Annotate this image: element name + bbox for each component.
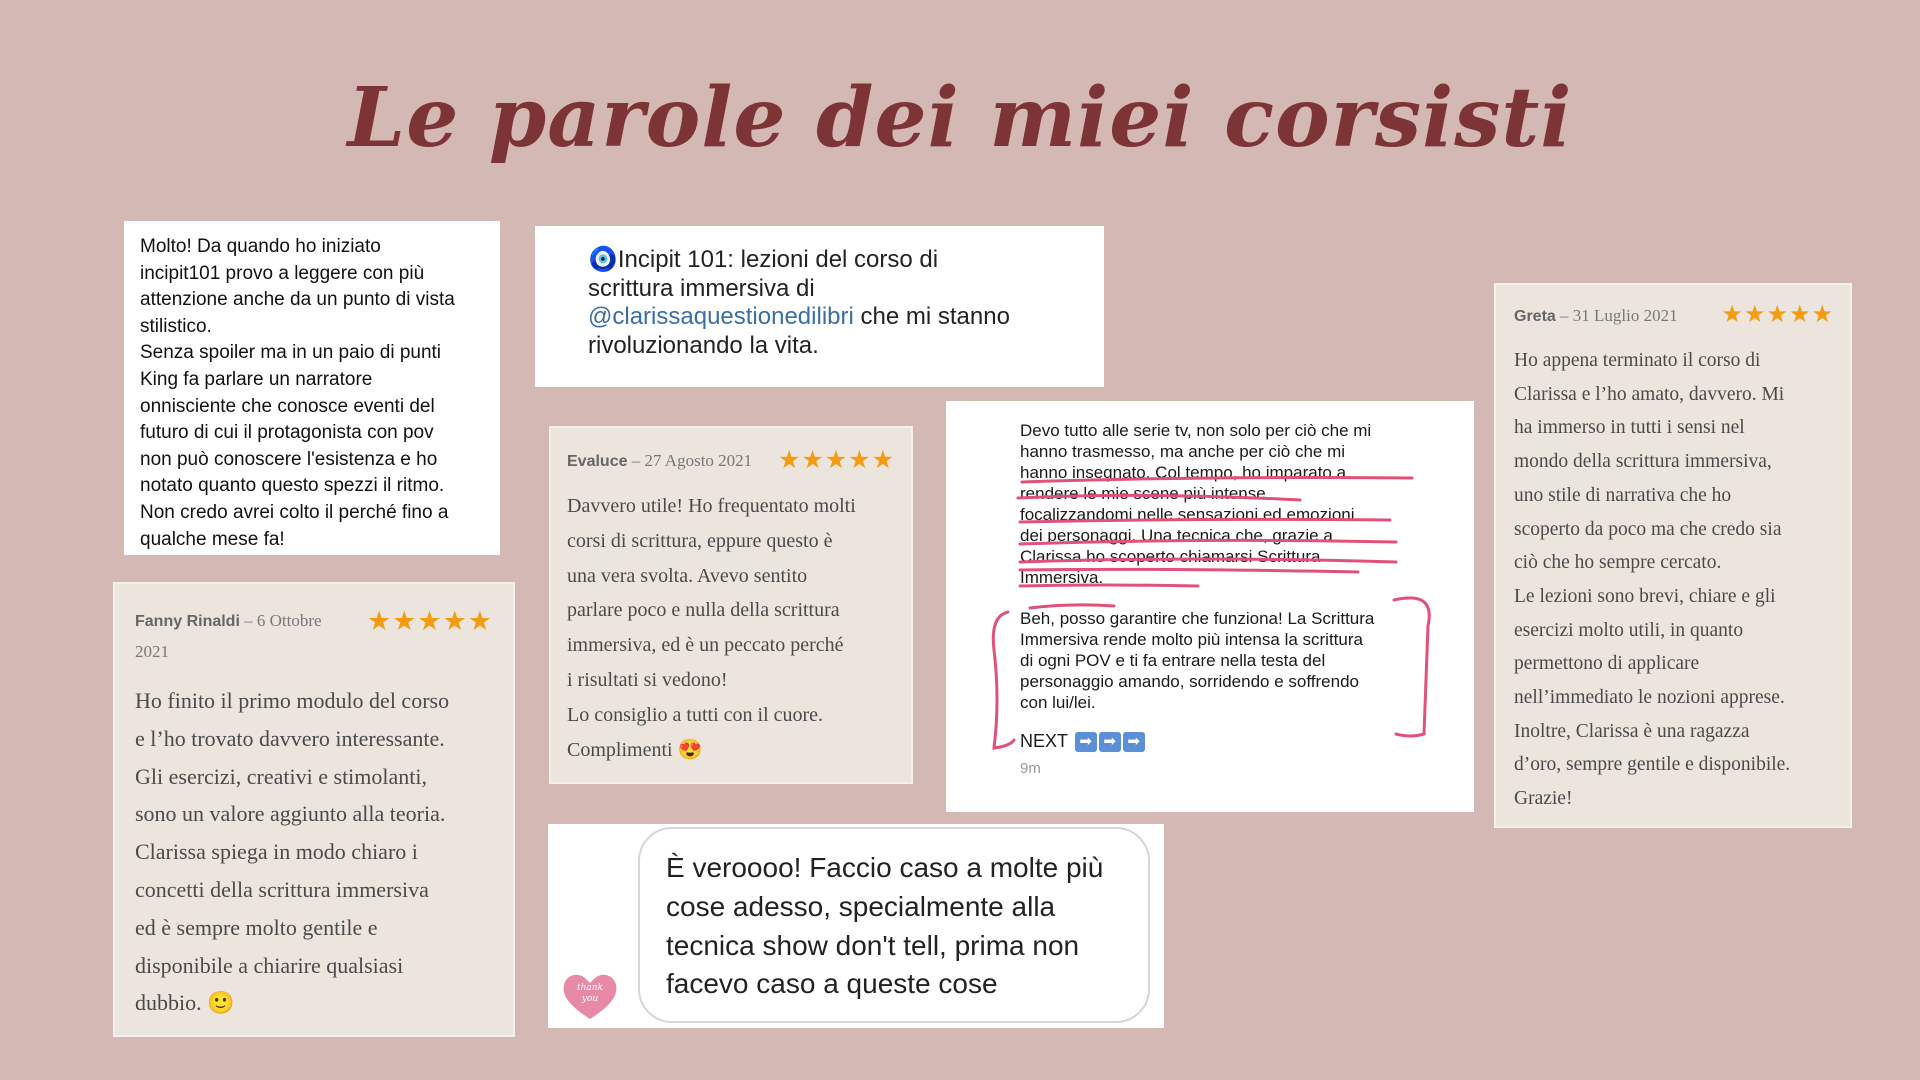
incipit-post-line-4: rivoluzionando la vita. [588,331,819,359]
next-row [1020,731,1474,752]
tv-series-comment-card [946,401,1474,812]
right-arrow-icon: ➡ [1123,732,1145,752]
review-date: – 6 Ottobre 2021 [135,611,322,661]
right-arrow-icon: ➡ [1099,732,1121,752]
review-header [135,606,493,668]
review-header [567,446,895,477]
thank-you-sticker [560,971,620,1021]
incipit-post-line-3-rest: che mi stanno [853,303,1010,330]
chat-message-card [548,824,1164,1028]
review-meta [567,446,752,477]
review-header [1514,301,1834,332]
comment-timestamp: 9m [1020,760,1041,778]
review-card-evaluce [549,426,913,784]
review-meta [1514,301,1678,332]
incipit-post-card [535,226,1104,387]
review-text: Ho appena terminato il corso di Clarissa e l’ho amato, davvero. Mi ha immerso in tutti i sensi nel mondo della scrittura immersiva, uno stile di narrativa che ho scoperto da poco ma che credo sia ciò che ho sempre cercato. Le lezioni sono brevi, chiare e gli esercizi molto utili, in quanto permettono di applicare nell’immediato le nozioni apprese. Inoltre, Clarissa è una ragazza d’oro, sempre gentile e disponibile. Grazie! [1514,350,1791,810]
review-text: Ho finito il primo modulo del corso e l’ho trovato davvero interessante. Gli esercizi, creativi e stimolanti, sono un valore aggiunto alla teoria. Clarissa spiega in modo chiaro i concetti della scrittura immersiva ed è sempre molto gentile e disponibile a chiarire qualsiasi dubbio. 🙂 [135,688,450,1016]
review-author: Fanny Rinaldi [135,613,240,630]
author-handle-link[interactable]: @clarissaquestionedilibri [588,303,854,330]
incipit-post-line-2: scrittura immersiva di [588,274,815,302]
review-date: – 27 Agosto 2021 [627,451,753,470]
next-label[interactable]: NEXT [1020,731,1068,751]
review-text: Davvero utile! Ho frequentato molti corsi di scrittura, eppure questo è una vera svolta. Avevo sentito parlare poco e nulla della scrittura immersiva, ed è un peccato perché i risultati si vedono! Lo consiglio a tutti con il cuore. Complimenti 😍 [567,495,856,761]
comment-paragraph-1: Devo tutto alle serie tv, non solo per ciò che mi hanno trasmesso, ma anche per ciò che mi hanno insegnato. Col tempo, ho imparato a rendere le mie scene più intense focalizzandomi nelle sensazioni ed emozioni dei personaggi. Una tecnica che, grazie a Clarissa ho scoperto chiamarsi Scrittura Immersiva. [1020,421,1372,587]
sticker-text: thank you [576,983,604,1004]
review-author: Greta [1514,308,1556,325]
star-rating: ★★★★★ [366,606,493,636]
review-card-greta [1494,283,1852,828]
star-rating: ★★★★★ [777,446,895,474]
review-date: – 31 Luglio 2021 [1555,306,1678,325]
incipit-post-title: Incipit 101: lezioni del corso di [617,246,939,273]
page-title: Le parole dei miei corsisti [347,70,1573,166]
review-card-fanny [113,582,515,1037]
comment-paragraph-2: Beh, posso garantire che funziona! La Scrittura Immersiva rende molto più intensa la scrittura di ogni POV e ti fa entrare nella testa del personaggio amando, sorridendo e soffrendo con lui/lei. [1020,609,1375,712]
testimonial-note-text: Molto! Da quando ho iniziato incipit101 provo a leggere con più attenzione anche da un punto di vista stilistico. Senza spoiler ma in un paio di punti King fa parlare un narratore onnisciente che conosce eventi del futuro di cui il protagonista con pov non può conoscere l'esistenza e ho notato quanto questo spezzi il ritmo. Non credo avrei colto il perché fino a qualche mese fa! [140,236,455,550]
incipit-post-line-1 [588,246,1104,275]
star-rating: ★★★★★ [1721,301,1834,328]
nazar-amulet-icon: 🧿 [588,246,618,273]
review-author: Evaluce [567,453,628,470]
incipit-post-line-3 [588,303,1104,332]
right-arrow-icon: ➡ [1075,732,1097,752]
testimonial-note-card [124,221,500,555]
review-meta [135,606,365,668]
highlight-bracket-left [993,612,1014,748]
chat-bubble: È veroooo! Faccio caso a molte più cose adesso, specialmente alla tecnica show don't tell, prima non facevo caso a queste cose [638,827,1150,1023]
